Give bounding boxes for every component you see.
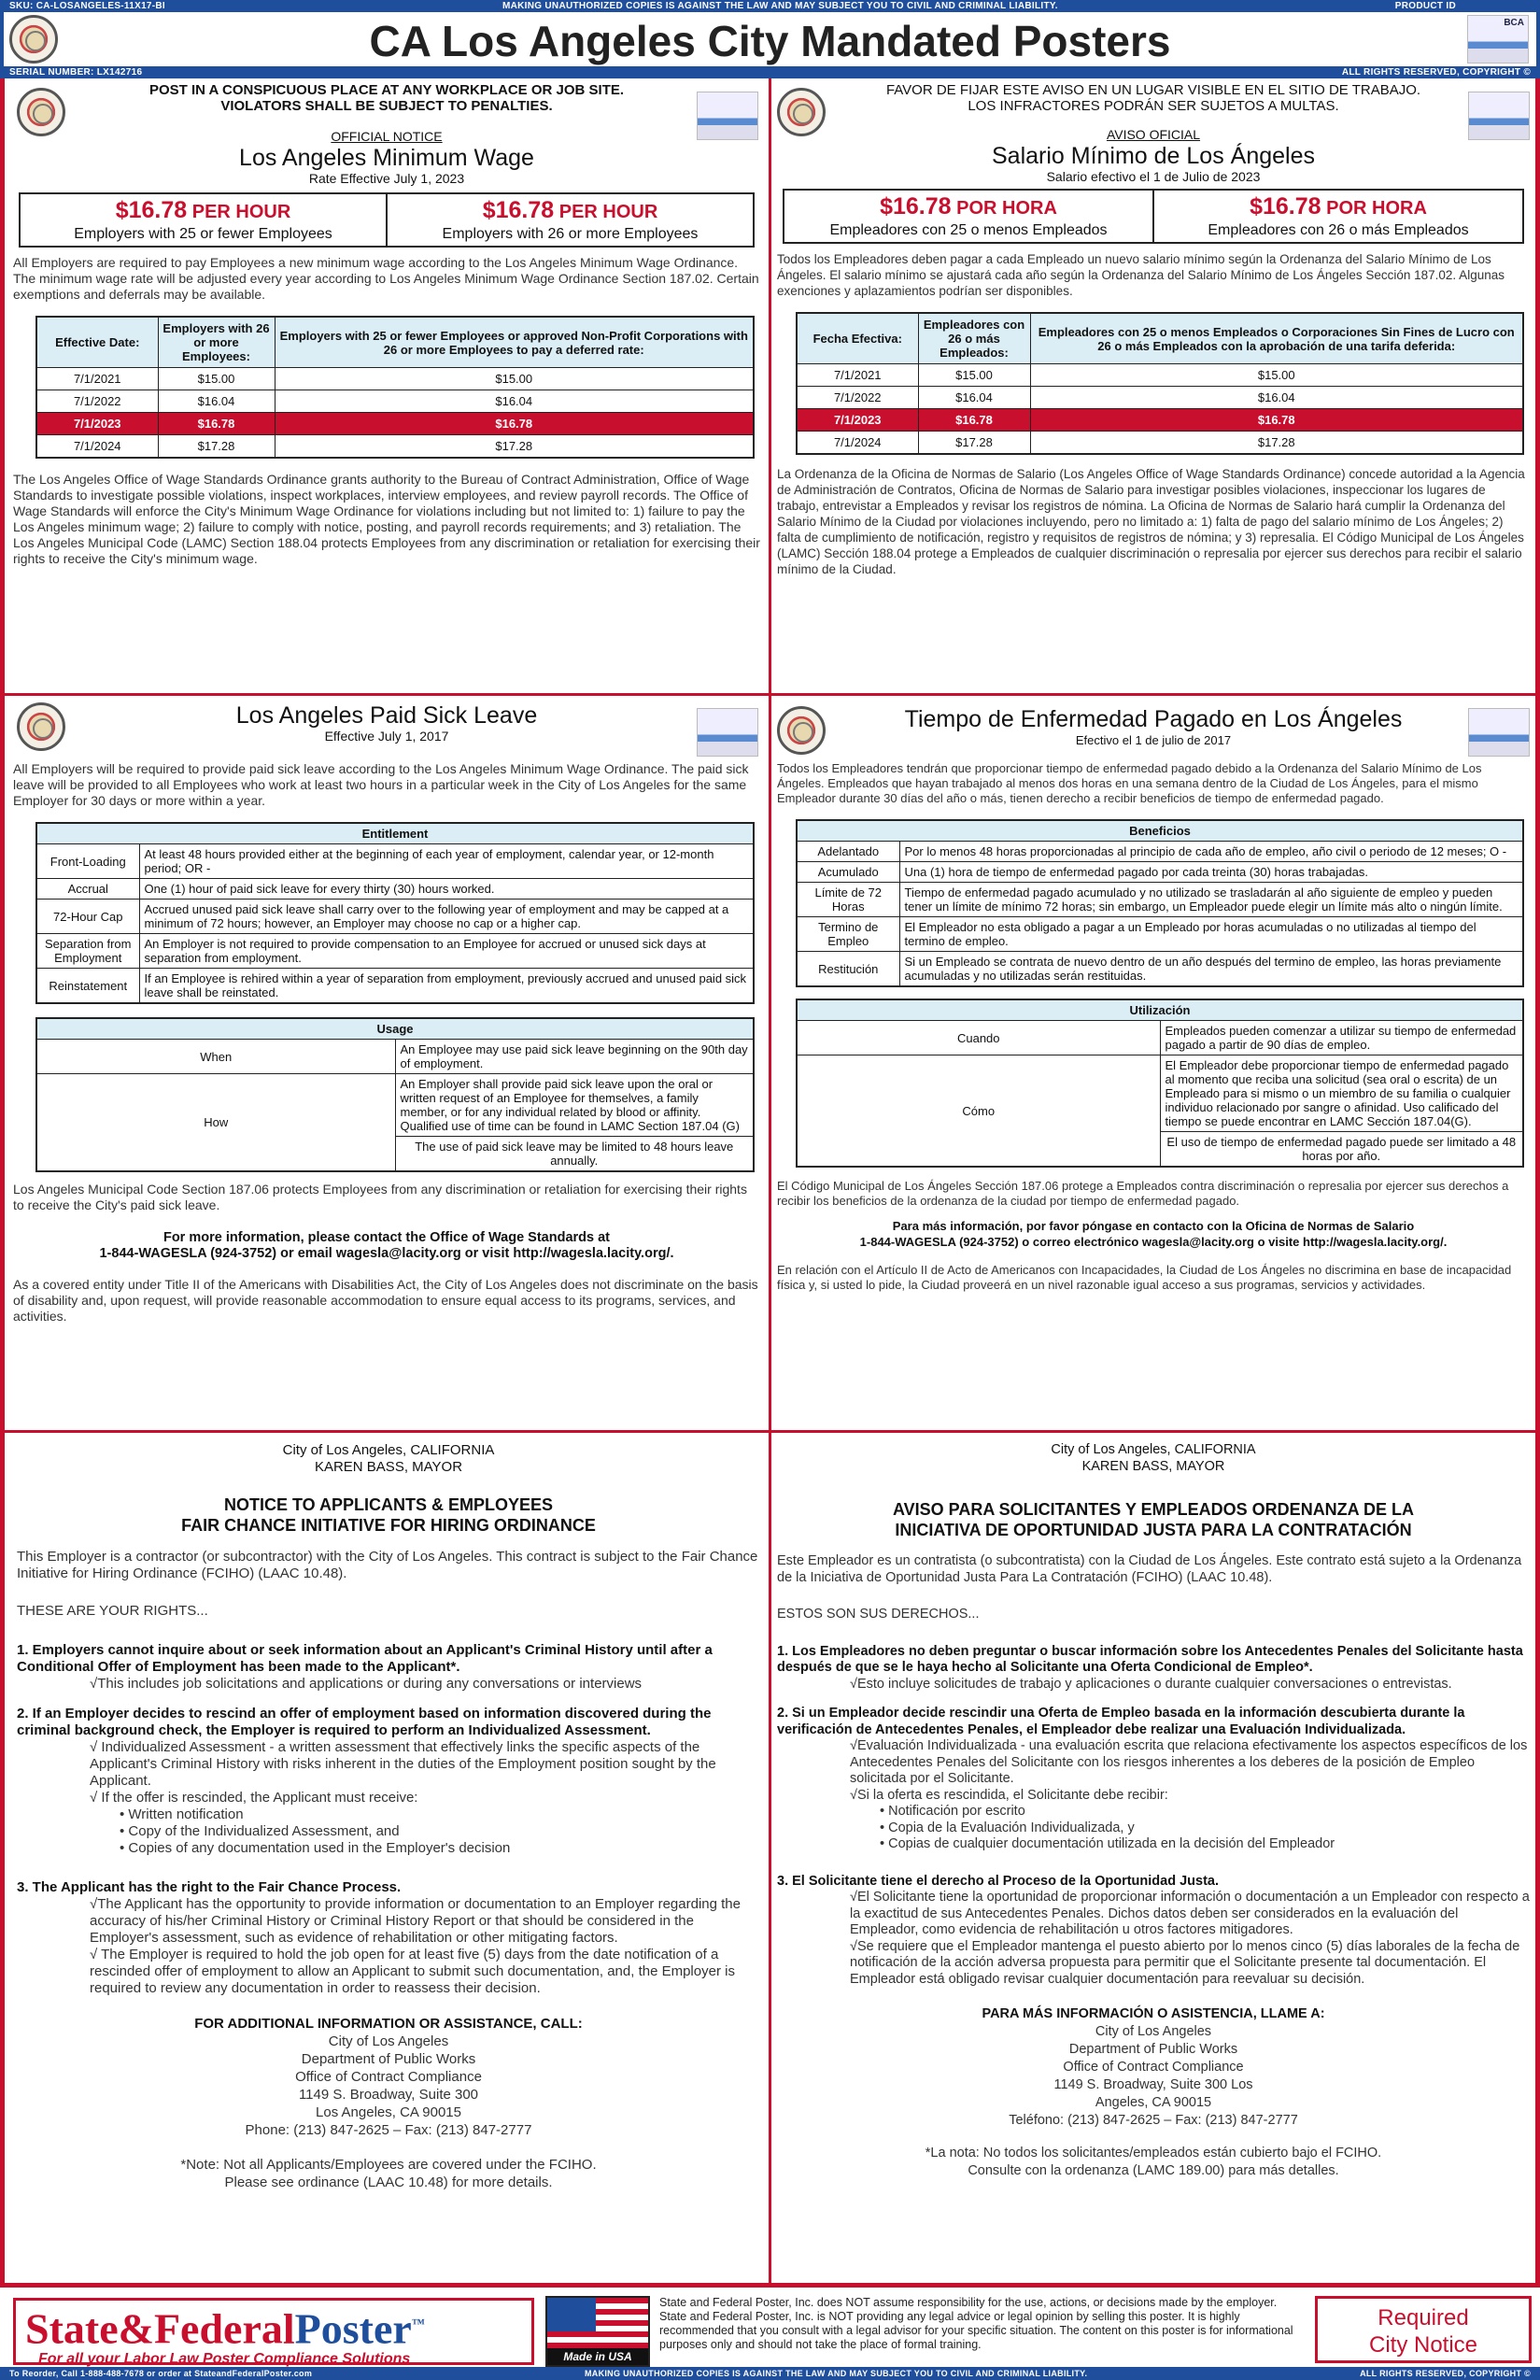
badge-line: City Notice xyxy=(1368,2332,1478,2358)
right-detail: √El Solicitante tiene la oportunidad de proporcionar información o documentación a un Empleador con respecto a la exactitud de sus Antecedentes Penales. Dichos datos deben ser considerados en la evaluación del Empleador, como evidencia de rehabilitación u otros factores mitigadores. xyxy=(850,1890,1530,1937)
note-line: Consulte con la ordenanza (LAMC 189.00) para más detalles. xyxy=(968,2162,1339,2178)
serial-number-text: SERIAL NUMBER: LX142716 xyxy=(9,67,143,78)
row-label: Termino de Empleo xyxy=(797,917,899,952)
trademark-mark: ™ xyxy=(411,2317,425,2331)
right-detail: √ The Employer is required to hold the job open for at least five (5) days from the date notification of a rescinded offer of employment to allow an Applicant to submit such documentation, and, the Employer is required to review any documentation in order to reassess their decision. xyxy=(90,1947,735,1996)
right-detail: √The Applicant has the opportunity to provide information or documentation to an Employer regarding the accuracy of his/her Criminal History or Criminal History Report or that should be considered in the Employer's assessment, such as evidence of rehabilitation or other mitigating factors. xyxy=(90,1896,741,1946)
row-text: An Employer is not required to provide compensation to an Employee for accrued or unused sick days at separation from employment. xyxy=(139,934,754,969)
table-row xyxy=(797,432,1523,455)
contact-line: Phone: (213) 847-2625 – Fax: (213) 847-2777 xyxy=(245,2122,532,2138)
contact-details: 1-844-WAGESLA (924-3752) o correo electrónico wagesla@lacity.org o visite http://wagesla.lacity.org/. xyxy=(859,1235,1448,1249)
table-cell: $16.04 xyxy=(918,387,1030,409)
rate-box-large-employers xyxy=(1152,191,1522,242)
minimum-wage-intro: Todos los Empleadores deben pagar a cada Empleado un nuevo salario mínimo según la Ordenanza del Salario Mínimo de Los Ángeles. El salario mínimo se ajustará cada año según la Ordenanza del Salario Mínimo de Los Ángeles Sección 187.02. Algunas exenciones y aplazamientos podrían ser disponibles. xyxy=(777,252,1505,298)
contact-line: 1149 S. Broadway, Suite 300 Los xyxy=(1053,2076,1253,2092)
table-row xyxy=(797,952,1523,987)
table-row xyxy=(36,413,754,435)
row-label: Cuando xyxy=(797,1021,1160,1055)
wage-table-body xyxy=(36,368,754,459)
table-row xyxy=(36,969,754,1004)
row-text: Si un Empleado se contrata de nuevo dentro de un año después del termino de empleo, las horas previamente acumuladas y no utilizadas serán restituidas. xyxy=(899,952,1523,987)
right-item: 2. Si un Empleador decide rescindir una Oferta de Empleo basada en la información descubierta durante la verificación de Antecedentes Penales, el Empleador debe realizar una Evaluación Individualizada. xyxy=(777,1706,1465,1737)
product-id-text: PRODUCT ID xyxy=(1394,1,1456,11)
row-text: If an Employee is rehired within a year of separation from employment, previously accrued and unused paid sick leave shall be reinstated. xyxy=(139,969,754,1004)
row-label: Front-Loading xyxy=(36,844,139,879)
top-info-strip xyxy=(0,0,1540,12)
table-cell: $16.78 xyxy=(158,413,275,435)
rate-unit: POR HORA xyxy=(1321,198,1427,219)
table-row xyxy=(36,844,754,879)
rate-label: Employers with 25 or fewer Employees xyxy=(74,226,332,242)
logo-text-state-federal: State&Federal xyxy=(25,2304,295,2353)
sick-leave-title: Los Angeles Paid Sick Leave xyxy=(235,702,538,729)
row-label: Reinstatement xyxy=(36,969,139,1004)
assistance-heading: PARA MÁS INFORMACIÓN O ASISTENCIA, LLAME A: xyxy=(982,2006,1325,2021)
rate-boxes xyxy=(783,189,1524,244)
entitlement-table xyxy=(796,819,1524,987)
bottom-info-strip xyxy=(0,2367,1540,2380)
table-cell: 7/1/2024 xyxy=(797,432,918,455)
bca-logo-icon xyxy=(697,92,758,140)
table-row xyxy=(797,917,1523,952)
table-row xyxy=(797,883,1523,917)
rights-heading: THESE ARE YOUR RIGHTS... xyxy=(17,1603,208,1619)
bullet-item: • Copies of any documentation used in the Employer's decision xyxy=(120,1840,511,1856)
logo-tagline: For all your Labor Law Poster Compliance Solutions xyxy=(38,2351,411,2368)
rate-effective-date: Rate Effective July 1, 2023 xyxy=(308,171,465,186)
wage-standards-text: La Ordenanza de la Oficina de Normas de Salario (Los Angeles Office of Wage Standards Ordinance) concede autoridad a la Agencia de Administración de Contratos, Oficina de Normas de Salario para investigar posibles violaciones, inspeccionar los lugares de trabajo, entrevistar a Empleados y revisar los registros de nómina. La Oficina de Normas de Salario hará cumplir la Ordenanza del Salario Mínimo de la Ciudad por violaciones incluyendo, pero no limitado a: 1) falta de pago del salario mínimo de Los Ángeles; 2) falta de cumplimiento de notificación, registro y requisitos de registros de nómina; y 3) represalia. El Código Municipal de Los Ángeles (LAMC) Sección 188.04 protege a Empleados de cualquier discriminación o represalia por ejercer sus derechos para recibir el salario mínimo de la Ciudad. xyxy=(777,467,1525,576)
table-cell: $15.00 xyxy=(158,368,275,390)
table-header: Employers with 26 or more Employees: xyxy=(158,317,275,368)
row-text: At least 48 hours provided either at the beginning of each year of employment, calendar year, or 12-month period; OR - xyxy=(139,844,754,879)
fair-chance-intro: This Employer is a contractor (or subcontractor) with the City of Los Angeles. This contract is subject to the Fair Chance Initiative for Hiring Ordinance (FCIHO) (LAAC 10.48). xyxy=(17,1549,758,1581)
note-block xyxy=(17,2156,760,2191)
made-in-usa-label: Made in USA xyxy=(547,2348,648,2365)
rate-boxes xyxy=(19,192,755,248)
right-item: 1. Employers cannot inquire about or seek information about an Applicant's Criminal History until after a Conditional Offer of Employment has been made to the Applicant*. xyxy=(17,1642,713,1675)
minimum-wage-english-panel xyxy=(13,82,760,689)
contact-line: City of Los Angeles xyxy=(328,2033,449,2049)
right-item: 1. Los Empleadores no deben preguntar o buscar información sobre los Antecedentes Penales del Solicitante hasta después de que se le haya hecho al Solicitante una Oferta Condicional de Empleo*. xyxy=(777,1643,1523,1675)
table-cell: $16.78 xyxy=(918,409,1030,432)
bullet-item: • Copias de cualquier documentación utilizada en la decisión del Empleador xyxy=(880,1836,1335,1851)
row-label: Separation from Employment xyxy=(36,934,139,969)
table-cell: $15.00 xyxy=(1030,364,1523,387)
contact-block xyxy=(777,2023,1530,2130)
rights-text: ALL RIGHTS RESERVED, COPYRIGHT © xyxy=(1341,67,1531,78)
table-header: Effective Date: xyxy=(36,317,158,368)
mayor-name: KAREN BASS, MAYOR xyxy=(1081,1458,1225,1474)
state-federal-poster-logo xyxy=(13,2298,534,2368)
row-text: The use of paid sick leave may be limited to 48 hours leave annually. xyxy=(395,1137,754,1172)
right-detail: √Esto incluye solicitudes de trabajo y aplicaciones o durante cualquier conversaciones o entrevistas. xyxy=(850,1676,1452,1692)
ada-statement: As a covered entity under Title II of the Americans with Disabilities Act, the City of Los Angeles does not discriminate on the basis of disability and, upon request, will provide reasonable accommodation to ensure equal access to its programs, services, and activities. xyxy=(13,1277,758,1324)
right-item: 3. El Solicitante tiene el derecho al Proceso de la Oportunidad Justa. xyxy=(777,1873,1219,1889)
fair-chance-title-line2: FAIR CHANCE INITIATIVE FOR HIRING ORDINANCE xyxy=(181,1516,596,1535)
table-row xyxy=(797,1055,1523,1132)
sick-leave-intro: All Employers will be required to provide paid sick leave according to the Los Angeles Minimum Wage Ordinance. The paid sick leave will be provided to all Employees who work at least two hours in a particular week in the City of Los Angeles for the same Employer for 30 days or more within a year. xyxy=(13,761,749,808)
rate-amount: $16.78 xyxy=(482,197,555,223)
city-seal-icon xyxy=(17,702,65,751)
table-row xyxy=(36,390,754,413)
contact-line: Department of Public Works xyxy=(1068,2041,1238,2057)
row-text: El Empleador no esta obligado a pagar a un Empleado por horas acumuladas o no utilizadas al tiempo del termino de empleo. xyxy=(899,917,1523,952)
copy-warning-text: MAKING UNAUTHORIZED COPIES IS AGAINST THE LAW AND MAY SUBJECT YOU TO CIVIL AND CRIMINAL LIABILITY. xyxy=(584,2369,1088,2378)
required-city-notice-badge xyxy=(1315,2296,1532,2363)
table-row xyxy=(36,368,754,390)
bullet-item: • Written notification xyxy=(120,1806,244,1822)
note-line: *La nota: No todos los solicitantes/empleados están cubierto bajo el FCIHO. xyxy=(925,2145,1382,2160)
bullet-item: • Copy of the Individualized Assessment, and xyxy=(120,1823,400,1839)
paid-sick-leave-english-panel xyxy=(13,701,760,1424)
contact-line: 1149 S. Broadway, Suite 300 xyxy=(298,2087,479,2103)
assistance-heading: FOR ADDITIONAL INFORMATION OR ASSISTANCE, CALL: xyxy=(194,2016,583,2032)
contact-block xyxy=(17,2033,760,2139)
page-title: CA Los Angeles City Mandated Posters xyxy=(369,17,1171,65)
sku-text: SKU: CA-LOSANGELES-11X17-BI xyxy=(9,1,166,11)
sick-leave-protection: El Código Municipal de Los Ángeles Sección 187.06 protege a Empleados contra discriminación o represalia por ejercer sus derechos a recibir los beneficios de la ordenanza de la ciudad por tiempo de enfermedad pagado. xyxy=(777,1179,1509,1208)
usage-table xyxy=(796,999,1524,1168)
wage-schedule-table xyxy=(796,312,1524,455)
sick-leave-effective: Effective July 1, 2017 xyxy=(324,729,449,744)
official-notice-label: AVISO OFICIAL xyxy=(1106,127,1201,142)
logo-text-poster: Poster xyxy=(294,2304,412,2353)
copy-warning-text: MAKING UNAUTHORIZED COPIES IS AGAINST THE LAW AND MAY SUBJECT YOU TO CIVIL AND CRIMINAL LIABILITY. xyxy=(502,1,1058,11)
table-cell: $17.28 xyxy=(1030,432,1523,455)
rate-box-small-employers xyxy=(21,194,386,246)
rate-amount: $16.78 xyxy=(1250,193,1321,220)
paid-sick-leave-spanish-panel xyxy=(777,701,1530,1424)
rate-label: Employers with 26 or more Employees xyxy=(442,226,699,242)
table-header: Empleadores con 25 o menos Empleados o Corporaciones Sin Fines de Lucro con 26 o más Empleados con la aprobación de una tarifa deferida: xyxy=(1030,313,1523,364)
minimum-wage-intro: All Employers are required to pay Employees a new minimum wage according to the Los Angeles Minimum Wage Ordinance. The minimum wage rate will be adjusted every year according to Los Angeles Minimum Wage Ordinance Section 187.02. Certain exemptions and deferrals may be available. xyxy=(13,255,759,302)
table-header: Fecha Efectiva: xyxy=(797,313,918,364)
fair-chance-spanish-panel xyxy=(777,1438,1530,2279)
table-header: Beneficios xyxy=(797,820,1523,842)
row-label: 72-Hour Cap xyxy=(36,900,139,934)
row-label: How xyxy=(36,1074,395,1172)
rate-effective-date: Salario efectivo el 1 de Julio de 2023 xyxy=(1046,169,1261,184)
city-seal-icon xyxy=(777,88,826,136)
right-detail: √Se requiere que el Empleador mantenga el puesto abierto por lo menos cinco (5) días laborales de la fecha de notificación de la acción adversa propuesta para permitir que el Solicitante presente tal documentación. El Empleador está obligado revisar cualquier documentación para reevaluar su decisión. xyxy=(850,1938,1520,1987)
bca-logo-icon xyxy=(697,708,758,757)
table-header: Utilización xyxy=(797,999,1523,1021)
table-cell: 7/1/2023 xyxy=(36,413,158,435)
contact-line: City of Los Angeles xyxy=(1095,2023,1212,2039)
row-text: Tiempo de enfermedad pagado acumulado y no utilizado se trasladarán al año siguiente de empleo y pueden tener un límite de mínimo 72 horas; sin embargo, un Empleador puede elegir un límite más alto o ningún límite. xyxy=(899,883,1523,917)
table-cell: $16.04 xyxy=(1030,387,1523,409)
row-label: When xyxy=(36,1040,395,1074)
right-detail: √ If the offer is rescinded, the Applicant must receive: xyxy=(90,1790,418,1806)
rate-box-small-employers xyxy=(784,191,1152,242)
row-text: Por lo menos 48 horas proporcionadas al principio de cada año de empleo, año civil o periodo de 12 meses; O - xyxy=(899,842,1523,862)
contact-line: Office of Contract Compliance xyxy=(1063,2059,1244,2075)
entitlement-table xyxy=(35,822,755,1004)
table-cell: $17.28 xyxy=(918,432,1030,455)
table-cell: 7/1/2021 xyxy=(36,368,158,390)
sick-leave-title: Tiempo de Enfermedad Pagado en Los Ángeles xyxy=(904,706,1403,732)
row-text: An Employer shall provide paid sick leave upon the oral or written request of an Employee for themselves, a family member, or for any individual related by blood or affinity. Qualified use of time can be found in LAMC Section 187.04 (G) xyxy=(395,1074,754,1137)
contact-line: For more information, please contact the Office of Wage Standards at xyxy=(162,1230,611,1245)
row-text: One (1) hour of paid sick leave for every thirty (30) hours worked. xyxy=(139,879,754,900)
penalty-warning: VIOLATORS SHALL BE SUBJECT TO PENALTIES. xyxy=(220,98,553,114)
mayor-name: KAREN BASS, MAYOR xyxy=(314,1459,463,1475)
right-detail: √Evaluación Individualizada - una evaluación escrita que relaciona efectivamente los aspectos específicos de los Antecedentes Penales del Solicitante con los riesgos inherentes a los deberes de la posición de Empleo solicitada por el Solicitante. xyxy=(850,1738,1528,1786)
rate-label: Empleadores con 26 o más Empleados xyxy=(1208,222,1469,238)
rate-amount: $16.78 xyxy=(115,197,188,223)
note-line: Please see ordinance (LAAC 10.48) for more details. xyxy=(224,2175,553,2190)
column-divider xyxy=(769,78,771,2288)
serial-strip xyxy=(0,66,1540,78)
row-label: Límite de 72 Horas xyxy=(797,883,899,917)
table-row xyxy=(797,1021,1523,1055)
contact-line: Department of Public Works xyxy=(301,2051,476,2067)
rate-unit: POR HORA xyxy=(951,198,1057,219)
row-label: Cómo xyxy=(797,1055,1160,1168)
table-cell: 7/1/2023 xyxy=(797,409,918,432)
section-divider xyxy=(0,1430,1540,1433)
table-cell: $16.04 xyxy=(275,390,754,413)
table-cell: $17.28 xyxy=(158,435,275,459)
city-seal-icon xyxy=(777,706,826,755)
fair-chance-intro: Este Empleador es un contratista (o subcontratista) con la Ciudad de Los Ángeles. Este contrato está sujeto a la Ordenanza de la Iniciativa de Oportunidad Justa Para La Contratación (FCIHO) (LAAC 10.48). xyxy=(777,1553,1522,1585)
right-item: 2. If an Employer decides to rescind an offer of employment based on information discovered during the criminal background check, the Employer is required to perform an Individualized Assessment. xyxy=(17,1706,712,1738)
bca-logo-icon: BCA xyxy=(1467,15,1529,64)
table-row xyxy=(797,842,1523,862)
minimum-wage-title: Los Angeles Minimum Wage xyxy=(239,145,534,171)
table-cell: $16.78 xyxy=(275,413,754,435)
table-row xyxy=(797,387,1523,409)
minimum-wage-spanish-panel xyxy=(777,82,1530,689)
entitlement-body xyxy=(36,844,754,1004)
usa-flag-icon xyxy=(545,2296,650,2367)
table-cell: $16.78 xyxy=(1030,409,1523,432)
table-row xyxy=(36,934,754,969)
contact-line: Los Angeles, CA 90015 xyxy=(316,2104,461,2120)
table-row xyxy=(36,1074,754,1137)
fair-chance-title-line2: INICIATIVA DE OPORTUNIDAD JUSTA PARA LA CONTRATACIÓN xyxy=(895,1521,1412,1539)
table-cell: $16.04 xyxy=(158,390,275,413)
row-label: Accrual xyxy=(36,879,139,900)
legal-disclaimer: State and Federal Poster, Inc. does NOT assume responsibility for the use, actions, or decisions made by the employer. State and Federal Poster, Inc. is NOT providing any legal advice or legal opinion by selling this poster. It is highly recommended that you consult with a legal advisor for your specific situation. The content on this poster is for informational purposes only and should not take the place of formal training. xyxy=(659,2296,1293,2351)
table-header: Usage xyxy=(36,1018,754,1040)
city-name: City of Los Angeles, CALIFORNIA xyxy=(282,1442,495,1458)
row-label: Adelantado xyxy=(797,842,899,862)
official-notice-label: OFFICIAL NOTICE xyxy=(331,129,443,144)
rights-text: ALL RIGHTS RESERVED, COPYRIGHT © xyxy=(1360,2369,1531,2378)
reorder-text: To Reorder, Call 1-888-488-7678 or order at StateandFederalPoster.com xyxy=(9,2369,313,2378)
table-row xyxy=(36,1040,754,1074)
row-text: Empleados pueden comenzar a utilizar su tiempo de enfermedad pagado a partir de 90 días de empleo. xyxy=(1160,1021,1523,1055)
fair-chance-title-line1: AVISO PARA SOLICITANTES Y EMPLEADOS ORDENANZA DE LA xyxy=(892,1500,1415,1519)
sick-leave-effective: Efectivo el 1 de julio de 2017 xyxy=(1075,733,1232,747)
posting-instruction: POST IN A CONSPICUOUS PLACE AT ANY WORKPLACE OR JOB SITE. xyxy=(148,82,625,98)
rate-box-large-employers xyxy=(386,194,753,246)
rights-heading: ESTOS SON SUS DERECHOS... xyxy=(777,1607,980,1622)
note-line: *Note: Not all Applicants/Employees are covered under the FCIHO. xyxy=(180,2157,597,2173)
table-cell: 7/1/2024 xyxy=(36,435,158,459)
row-label: Restitución xyxy=(797,952,899,987)
row-text: Una (1) hora de tiempo de enfermedad pagado por cada treinta (30) horas trabajadas. xyxy=(899,862,1523,883)
rate-label: Empleadores con 25 o menos Empleados xyxy=(829,222,1108,238)
sick-leave-protection: Los Angeles Municipal Code Section 187.06 protects Employees from any discrimination or retaliation for exercising their rights to receive the City's paid sick leave. xyxy=(13,1182,747,1212)
table-row xyxy=(797,364,1523,387)
table-row xyxy=(797,862,1523,883)
contact-details: 1-844-WAGESLA (924-3752) or email wagesla@lacity.org or visit http://wagesla.lacity.org/. xyxy=(99,1246,674,1261)
table-header: Employers with 25 or fewer Employees or approved Non-Profit Corporations with 26 or more Employees to pay a deferred rate: xyxy=(275,317,754,368)
contact-line: Angeles, CA 90015 xyxy=(1095,2094,1212,2110)
posting-instruction: FAVOR DE FIJAR ESTE AVISO EN UN LUGAR VISIBLE EN EL SITIO DE TRABAJO. xyxy=(885,82,1421,98)
table-cell: $15.00 xyxy=(275,368,754,390)
city-seal-icon xyxy=(17,88,65,136)
row-label: Acumulado xyxy=(797,862,899,883)
contact-line: Office of Contract Compliance xyxy=(295,2069,482,2085)
right-detail: √ Individualized Assessment - a written assessment that effectively links the specific aspects of the Applicant's Criminal History with risks inherent in the duties of the Employment position sought by the Applicant. xyxy=(90,1739,716,1789)
wage-standards-text: The Los Angeles Office of Wage Standards Ordinance grants authority to the Bureau of Contract Administration, Office of Wage Standards to investigate possible violations, inspect workplaces, interview employees, and review payroll records. The Office of Wage Standards will enforce the City's Minimum Wage Ordinance for violations including but not limited to: 1) failure to pay the Los Angeles minimum wage; 2) failure to comply with notice, posting, and payroll records requirements; and 3) retaliation. The Los Angeles Municipal Code (LAMC) Section 188.04 protects Employees from any discrimination or retaliation for exercising their rights to receive the City's minimum wage. xyxy=(13,472,760,566)
right-detail: √Si la oferta es rescindida, el Solicitante debe recibir: xyxy=(850,1787,1168,1803)
ada-statement: En relación con el Artículo II de Acto de Americanos con Incapacidades, la Ciudad de Los Ángeles no discrimina en base de incapacidad física y, si usted lo pide, la Ciudad proveerá en un nivel razonable igual acceso a sus programas, servicios y actividades. xyxy=(777,1263,1512,1292)
rate-amount: $16.78 xyxy=(880,193,952,220)
table-cell: $17.28 xyxy=(275,435,754,459)
city-name: City of Los Angeles, CALIFORNIA xyxy=(1051,1442,1256,1457)
table-row xyxy=(36,900,754,934)
rate-unit: PER HOUR xyxy=(187,202,291,222)
fair-chance-english-panel xyxy=(17,1438,760,2279)
bca-logo-icon xyxy=(1468,92,1530,140)
table-row xyxy=(36,879,754,900)
contact-line: Para más información, por favor póngase en contacto con la Oficina de Normas de Salario xyxy=(892,1219,1415,1233)
entitlement-body xyxy=(797,842,1523,987)
right-detail: √This includes job solicitations and applications or during any conversations or interviews xyxy=(90,1676,643,1692)
row-text: An Employee may use paid sick leave beginning on the 90th day of employment. xyxy=(395,1040,754,1074)
table-header: Empleadores con 26 o más Empleados: xyxy=(918,313,1030,364)
row-text: El Empleador debe proporcionar tiempo de enfermedad pagado al momento que reciba una solicitud (sea oral o escrita) de un Empleado para si mismo o un miembro de su familia o cualquier individuo relacionado por sangre o afinidad. Uso calificado del tiempo se puede encontrar en LAMC Sección 187.04(G). xyxy=(1160,1055,1523,1132)
row-text: Accrued unused paid sick leave shall carry over to the following year of employment and may be capped at a minimum of 72 hours; however, an Employer may choose no cap or a higher cap. xyxy=(139,900,754,934)
table-row xyxy=(36,435,754,459)
right-item: 3. The Applicant has the right to the Fair Chance Process. xyxy=(17,1879,402,1895)
bca-logo-icon xyxy=(1468,708,1530,757)
table-cell: 7/1/2022 xyxy=(797,387,918,409)
poster-header xyxy=(0,12,1540,66)
table-cell: 7/1/2021 xyxy=(797,364,918,387)
penalty-warning: LOS INFRACTORES PODRÁN SER SUJETOS A MULTAS. xyxy=(968,98,1339,114)
sick-leave-intro: Todos los Empleadores tendrán que proporcionar tiempo de enfermedad pagado debido a la Ordenanza del Salario Mínimo de Los Ángeles. Empleados que hayan trabajado al menos dos horas en una semana dentro de la Ciudad de Los Ángeles, para el mismo Empleador durante 30 días del año o más, tienen derecho a recibir beneficios de tiempo de enfermedad pagado. xyxy=(777,761,1482,805)
wage-schedule-table xyxy=(35,316,755,459)
badge-line: Required xyxy=(1378,2305,1469,2330)
table-row xyxy=(797,409,1523,432)
table-cell: 7/1/2022 xyxy=(36,390,158,413)
wage-table-body xyxy=(797,364,1523,455)
table-cell: $15.00 xyxy=(918,364,1030,387)
row-text: El uso de tiempo de enfermedad pagado puede ser limitado a 48 horas por año. xyxy=(1160,1132,1523,1168)
section-divider xyxy=(0,2285,1540,2288)
usage-table xyxy=(35,1017,755,1172)
table-header: Entitlement xyxy=(36,823,754,844)
minimum-wage-title: Salario Mínimo de Los Ángeles xyxy=(991,143,1316,169)
fair-chance-title-line1: NOTICE TO APPLICANTS & EMPLOYEES xyxy=(223,1495,554,1514)
bullet-item: • Notificación por escrito xyxy=(880,1804,1025,1819)
bullet-item: • Copia de la Evaluación Individualizada, y xyxy=(880,1820,1135,1835)
section-divider xyxy=(0,693,1540,696)
note-block xyxy=(777,2145,1530,2180)
rate-unit: PER HOUR xyxy=(554,202,658,222)
contact-line: Teléfono: (213) 847-2625 – Fax: (213) 847-2777 xyxy=(1009,2112,1298,2128)
